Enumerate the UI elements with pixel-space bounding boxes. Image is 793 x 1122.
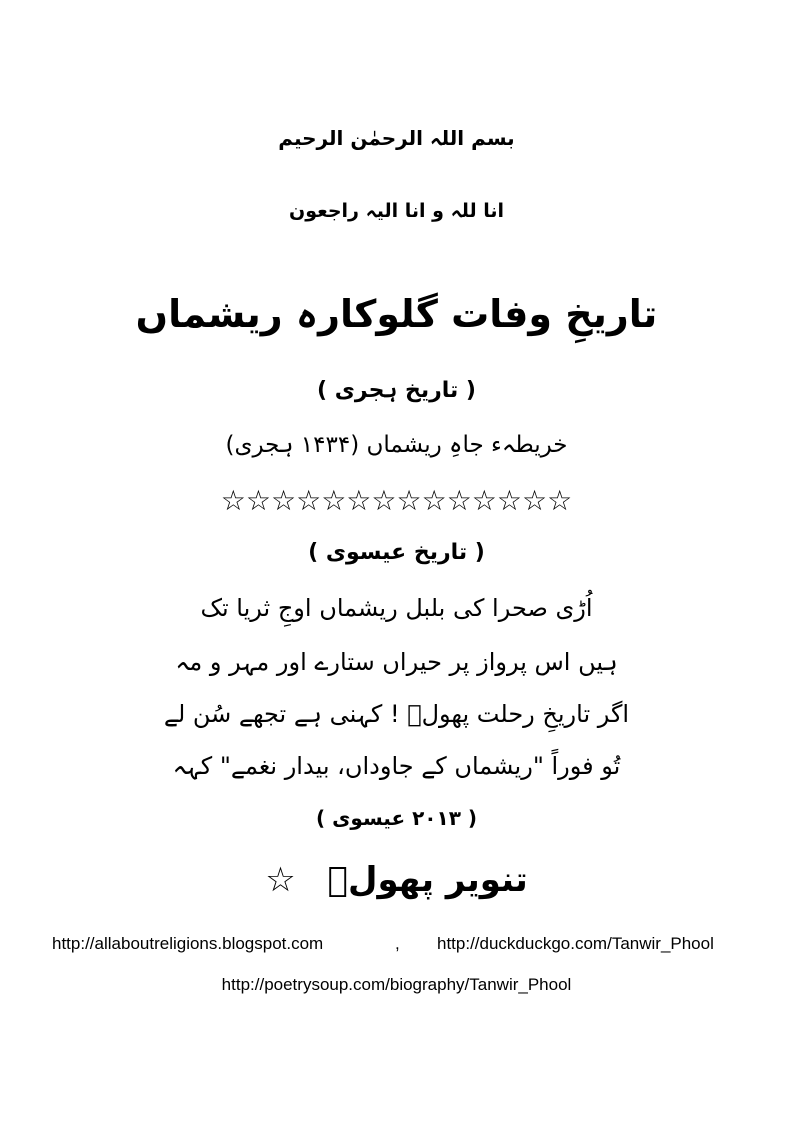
duckduckgo-link[interactable]: http://duckduckgo.com/Tanwir_Phool: [437, 934, 714, 953]
verse-line: اگر تاریخِ رحلت پھولؔ ! کہنی ہے تجھے سُن لے: [163, 700, 630, 728]
star-separator: ☆☆☆☆☆☆☆☆☆☆☆☆☆☆: [220, 484, 573, 517]
star-icon: ☆: [265, 860, 296, 900]
blog-link[interactable]: http://allaboutreligions.blogspot.com: [52, 934, 324, 953]
verse-line: تُو فوراً "ریشماں کے جاوداں، بیدار نغمے" کہہ: [172, 752, 621, 780]
page-title: تاریخِ وفات گلوکارہ ریشماں: [135, 292, 658, 336]
hijri-date-line: خریطہء جاہِ ریشماں (۱۴۳۴ ہجری): [225, 432, 568, 458]
link-separator: ,: [395, 934, 400, 953]
poetrysoup-link[interactable]: http://poetrysoup.com/biography/Tanwir_Phool: [221, 975, 572, 994]
author-signature: [0, 860, 793, 900]
verse-line: ہیں اس پرواز پر حیراں ستارے اور مہر و مہ: [175, 648, 618, 676]
verse-line: اُڑی صحرا کی بلبل ریشماں اوجِ ثریا تک: [200, 594, 593, 622]
inna-lillah-line: انا للہ و انا الیہ راجعون: [288, 200, 504, 222]
gregorian-year: ( ۲۰۱۳ عیسوی ): [315, 806, 478, 830]
gregorian-heading: ( تاریخ عیسوی ): [308, 540, 485, 565]
author-name: تنویر پھولؔ: [327, 860, 528, 900]
hijri-heading: ( تاریخ ہجری ): [317, 378, 476, 403]
bismillah-heading: بسم اللہ الرحمٰن الرحیم: [278, 126, 515, 150]
